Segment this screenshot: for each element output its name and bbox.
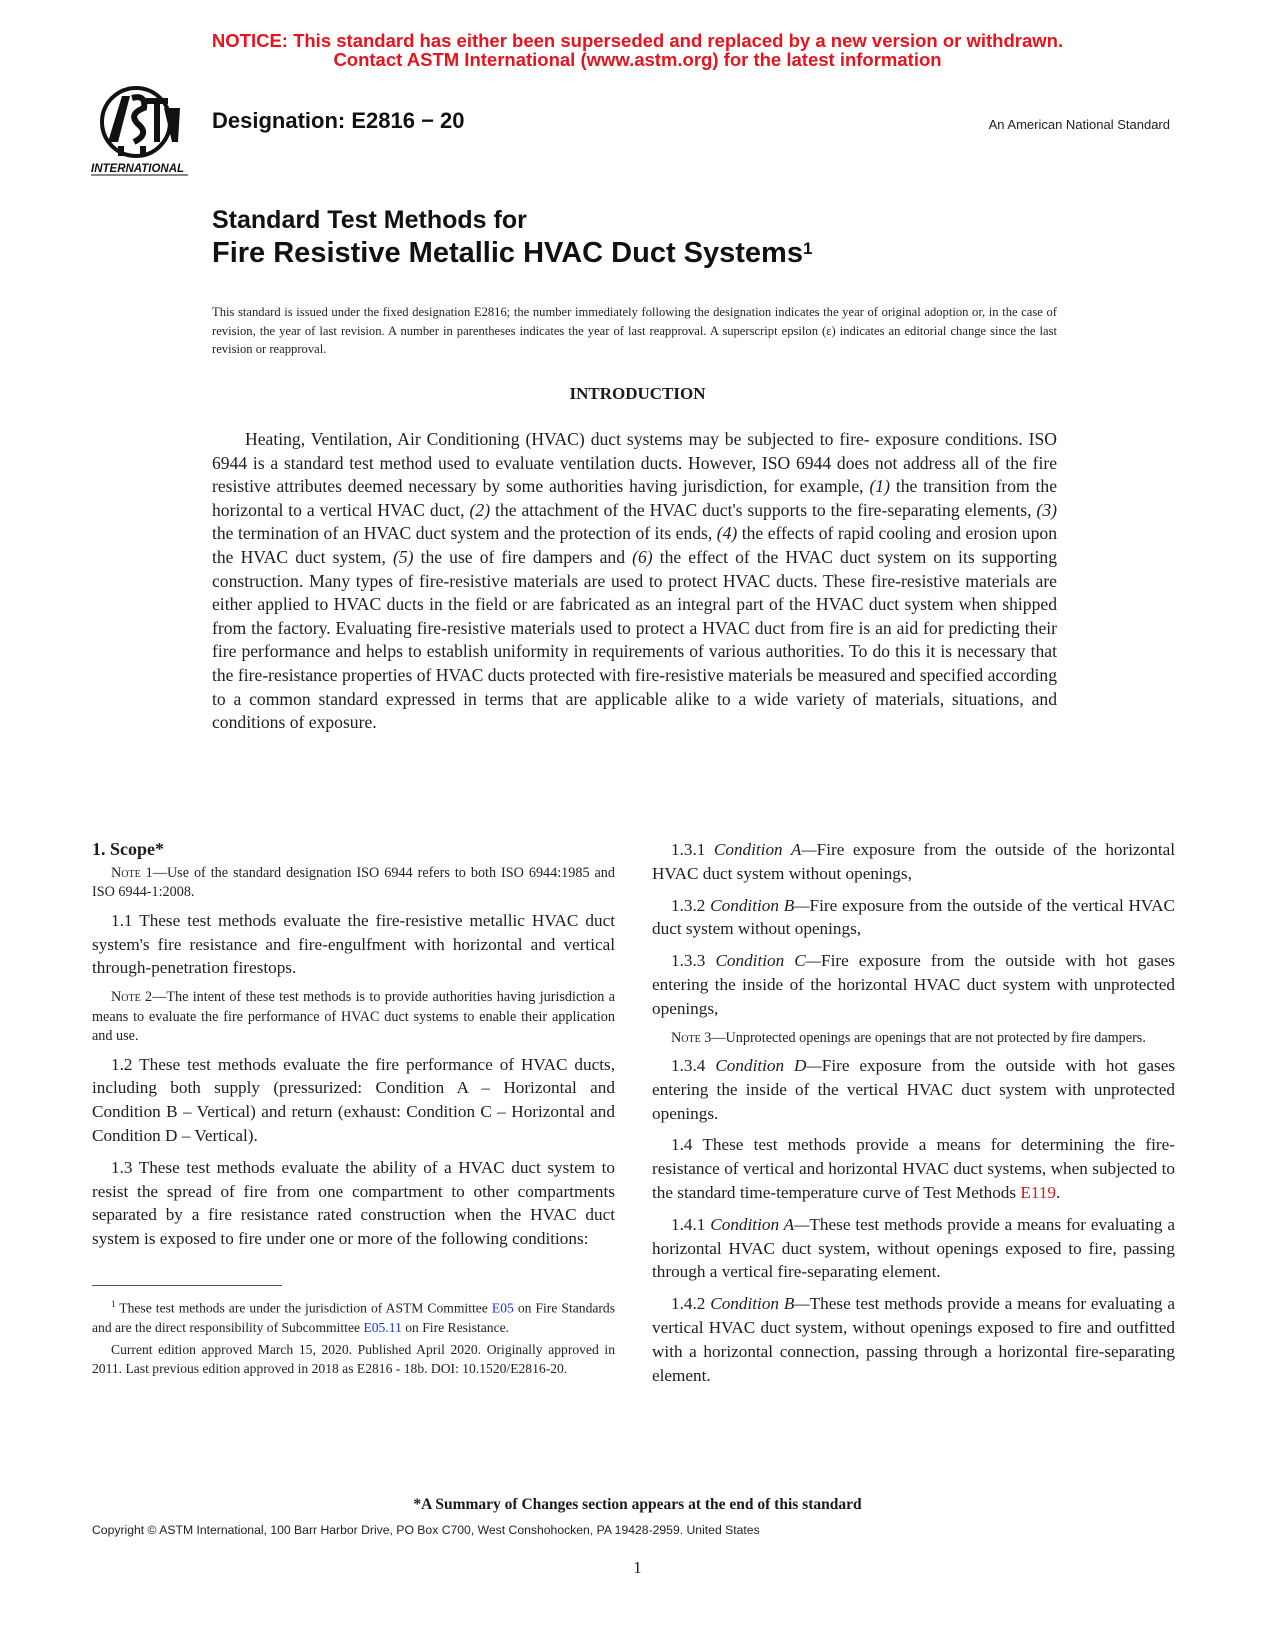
withdrawn-notice — [0, 31, 1275, 69]
footnotes — [92, 1295, 615, 1381]
section-1-4-1: 1.4.1 Condition A—These test methods provide a means for evaluating a horizontal HVAC duct system, without openings exposed to fire, passing through a vertical fire-separating element. — [652, 1214, 1176, 1282]
section-1-3-2: 1.3.2 Condition B—Fire exposure from the outside of the vertical HVAC duct system without openings, — [652, 895, 1175, 939]
section-1-1: 1.1 These test methods evaluate the fire-resistive metallic HVAC duct system's fire resistance and fire-engulfment with horizontal and vertical through-penetration firestops. — [92, 910, 615, 978]
note-1: Note 1—Use of the standard designation ISO 6944 refers to both ISO 6944:1985 and ISO 6944-1:2008. — [92, 864, 615, 901]
astm-logo — [88, 84, 198, 176]
footnote-1: $^1$ These test methods are under the jurisdiction of ASTM Committee E05 on Fire Standards and are the direct responsibility of Subcommittee E05.11 on Fire Resistance. — [92, 1299, 616, 1336]
right-column — [652, 838, 1175, 1395]
footnote-divider — [92, 1285, 282, 1286]
scope-heading: 1. Scope* — [92, 839, 164, 859]
title-line-1: Standard Test Methods for — [212, 206, 527, 234]
title-line-2: Fire Resistive Metallic HVAC Duct Systems$^1$ — [212, 237, 813, 269]
section-1-3-3: 1.3.3 Condition C—Fire exposure from the outside with hot gases entering the inside of the horizontal HVAC duct system with unprotected openings, — [652, 951, 1175, 1018]
summary-of-changes-note: *A Summary of Changes section appears at the end of this standard — [413, 1496, 862, 1513]
section-1-3-4: 1.3.4 Condition D—Fire exposure from the outside with hot gases entering the inside of the vertical HVAC duct system with unprotected openings. — [652, 1056, 1176, 1123]
section-1-4: 1.4 These test methods provide a means for determining the fire-resistance of vertical and horizontal HVAC duct systems, when subjected to the standard time-temperature curve of Test Methods E119. — [652, 1135, 1175, 1203]
introduction-text: Heating, Ventilation, Air Conditioning (HVAC) duct systems may be subjected to fire- exposure conditions. ISO 6944 is a standard test method used to evaluate ventilation ducts. However, ISO 6944 does not address all of the fire resistive attributes deemed necessary by some authorities having jurisdiction, for example, (1) the transition from the horizontal to a vertical HVAC duct, (2) the attachment of the HVAC duct's supports to the fire-separating elements, (3) the termination of an HVAC duct system and the protection of its ends, (4) the effects of rapid cooling and erosion upon the HVAC duct system, (5) the use of fire dampers and (6) the effect of the HVAC duct system on its supporting construction. Many types of fire-resistive materials are used to protect HVAC ducts. These fire-resistive materials are either applied to HVAC ducts in the field or are fabricated as an integral part of the HVAC duct system when shipped from the factory. Evaluating fire-resistive materials used to protect a HVAC duct from fire is an aid for predicting their fire performance and helps to establish uniformity in requirements of various authorities. To do this it is necessary that the fire-resistance properties of HVAC ducts protected with fire-resistive materials be measured and specified according to a common standard expressed in terms that are applicable alike to a wide variety of materials, situations, and conditions of exposure. — [212, 429, 1058, 733]
subcommittee-e05-11-link[interactable]: E05.11 — [363, 1320, 402, 1336]
note-3: Note 3—Unprotected openings are openings that are not protected by fire dampers. — [671, 1029, 1146, 1046]
section-1-4-2: 1.4.2 Condition B—These test methods provide a means for evaluating a vertical HVAC duct system, without openings exposed to fire and outfitted with a horizontal connection, passing through a horizontal fire-separating element. — [652, 1294, 1176, 1385]
astm-logo-icon — [88, 84, 198, 176]
section-1-3: 1.3 These test methods evaluate the ability of a HVAC duct system to resist the spread of fire from one compartment to other compartments separated by a fire resistance rated construction when the HVAC duct system is exposed to fire under one or more of the following conditions: — [92, 1157, 615, 1249]
section-1-2: 1.2 These test methods evaluate the fire performance of HVAC ducts, including both supply (pressurized: Condition A – Horizontal and Condition B – Vertical) and return (exhaust: Condition C – Horizontal and Condition D – Vertical). — [92, 1054, 615, 1146]
svg-text:INTERNATIONAL: INTERNATIONAL — [91, 163, 185, 175]
section-1-3-1: 1.3.1 Condition A—Fire exposure from the outside of the horizontal HVAC duct system without openings, — [652, 840, 1175, 883]
title-footnote-ref[interactable]: 1 — [802, 239, 813, 258]
notice-line-1: NOTICE: This standard has either been superseded and replaced by a new version or withdrawn. — [211, 30, 1064, 51]
issuance-statement: This standard is issued under the fixed designation E2816; the number immediately following the designation indicates the year of original adoption or, in the case of revision, the year of last revision. A number in parentheses indicates the year of last reapproval. A superscript epsilon (ε) indicates an editorial change since the last revision or reapproval. — [212, 305, 1057, 356]
american-national-standard-label: An American National Standard — [988, 117, 1170, 132]
footnote-edition: Current edition approved March 15, 2020. Published April 2020. Originally approved in 2011. Last previous edition approved in 2018 as E2816 - 18b. DOI: 10.1520/E2816-20. — [92, 1341, 615, 1377]
page-number: 1 — [633, 1558, 642, 1577]
left-column — [92, 838, 615, 1259]
e119-link[interactable]: E119 — [1020, 1183, 1057, 1203]
committee-e05-link[interactable]: E05 — [491, 1300, 514, 1316]
notice-line-2: Contact ASTM International (www.astm.org) for the latest information — [333, 49, 942, 70]
note-2: Note 2—The intent of these test methods is to provide authorities having jurisdiction a means to evaluate the fire performance of HVAC duct systems to enable their application and use. — [92, 989, 615, 1045]
document-title — [212, 205, 812, 271]
designation: Designation: E2816 − 20 — [212, 108, 465, 133]
copyright: Copyright © ASTM International, 100 Barr Harbor Drive, PO Box C700, West Conshohocken, PA 19428-2959. United States — [92, 1523, 760, 1537]
introduction-heading: INTRODUCTION — [569, 384, 706, 403]
